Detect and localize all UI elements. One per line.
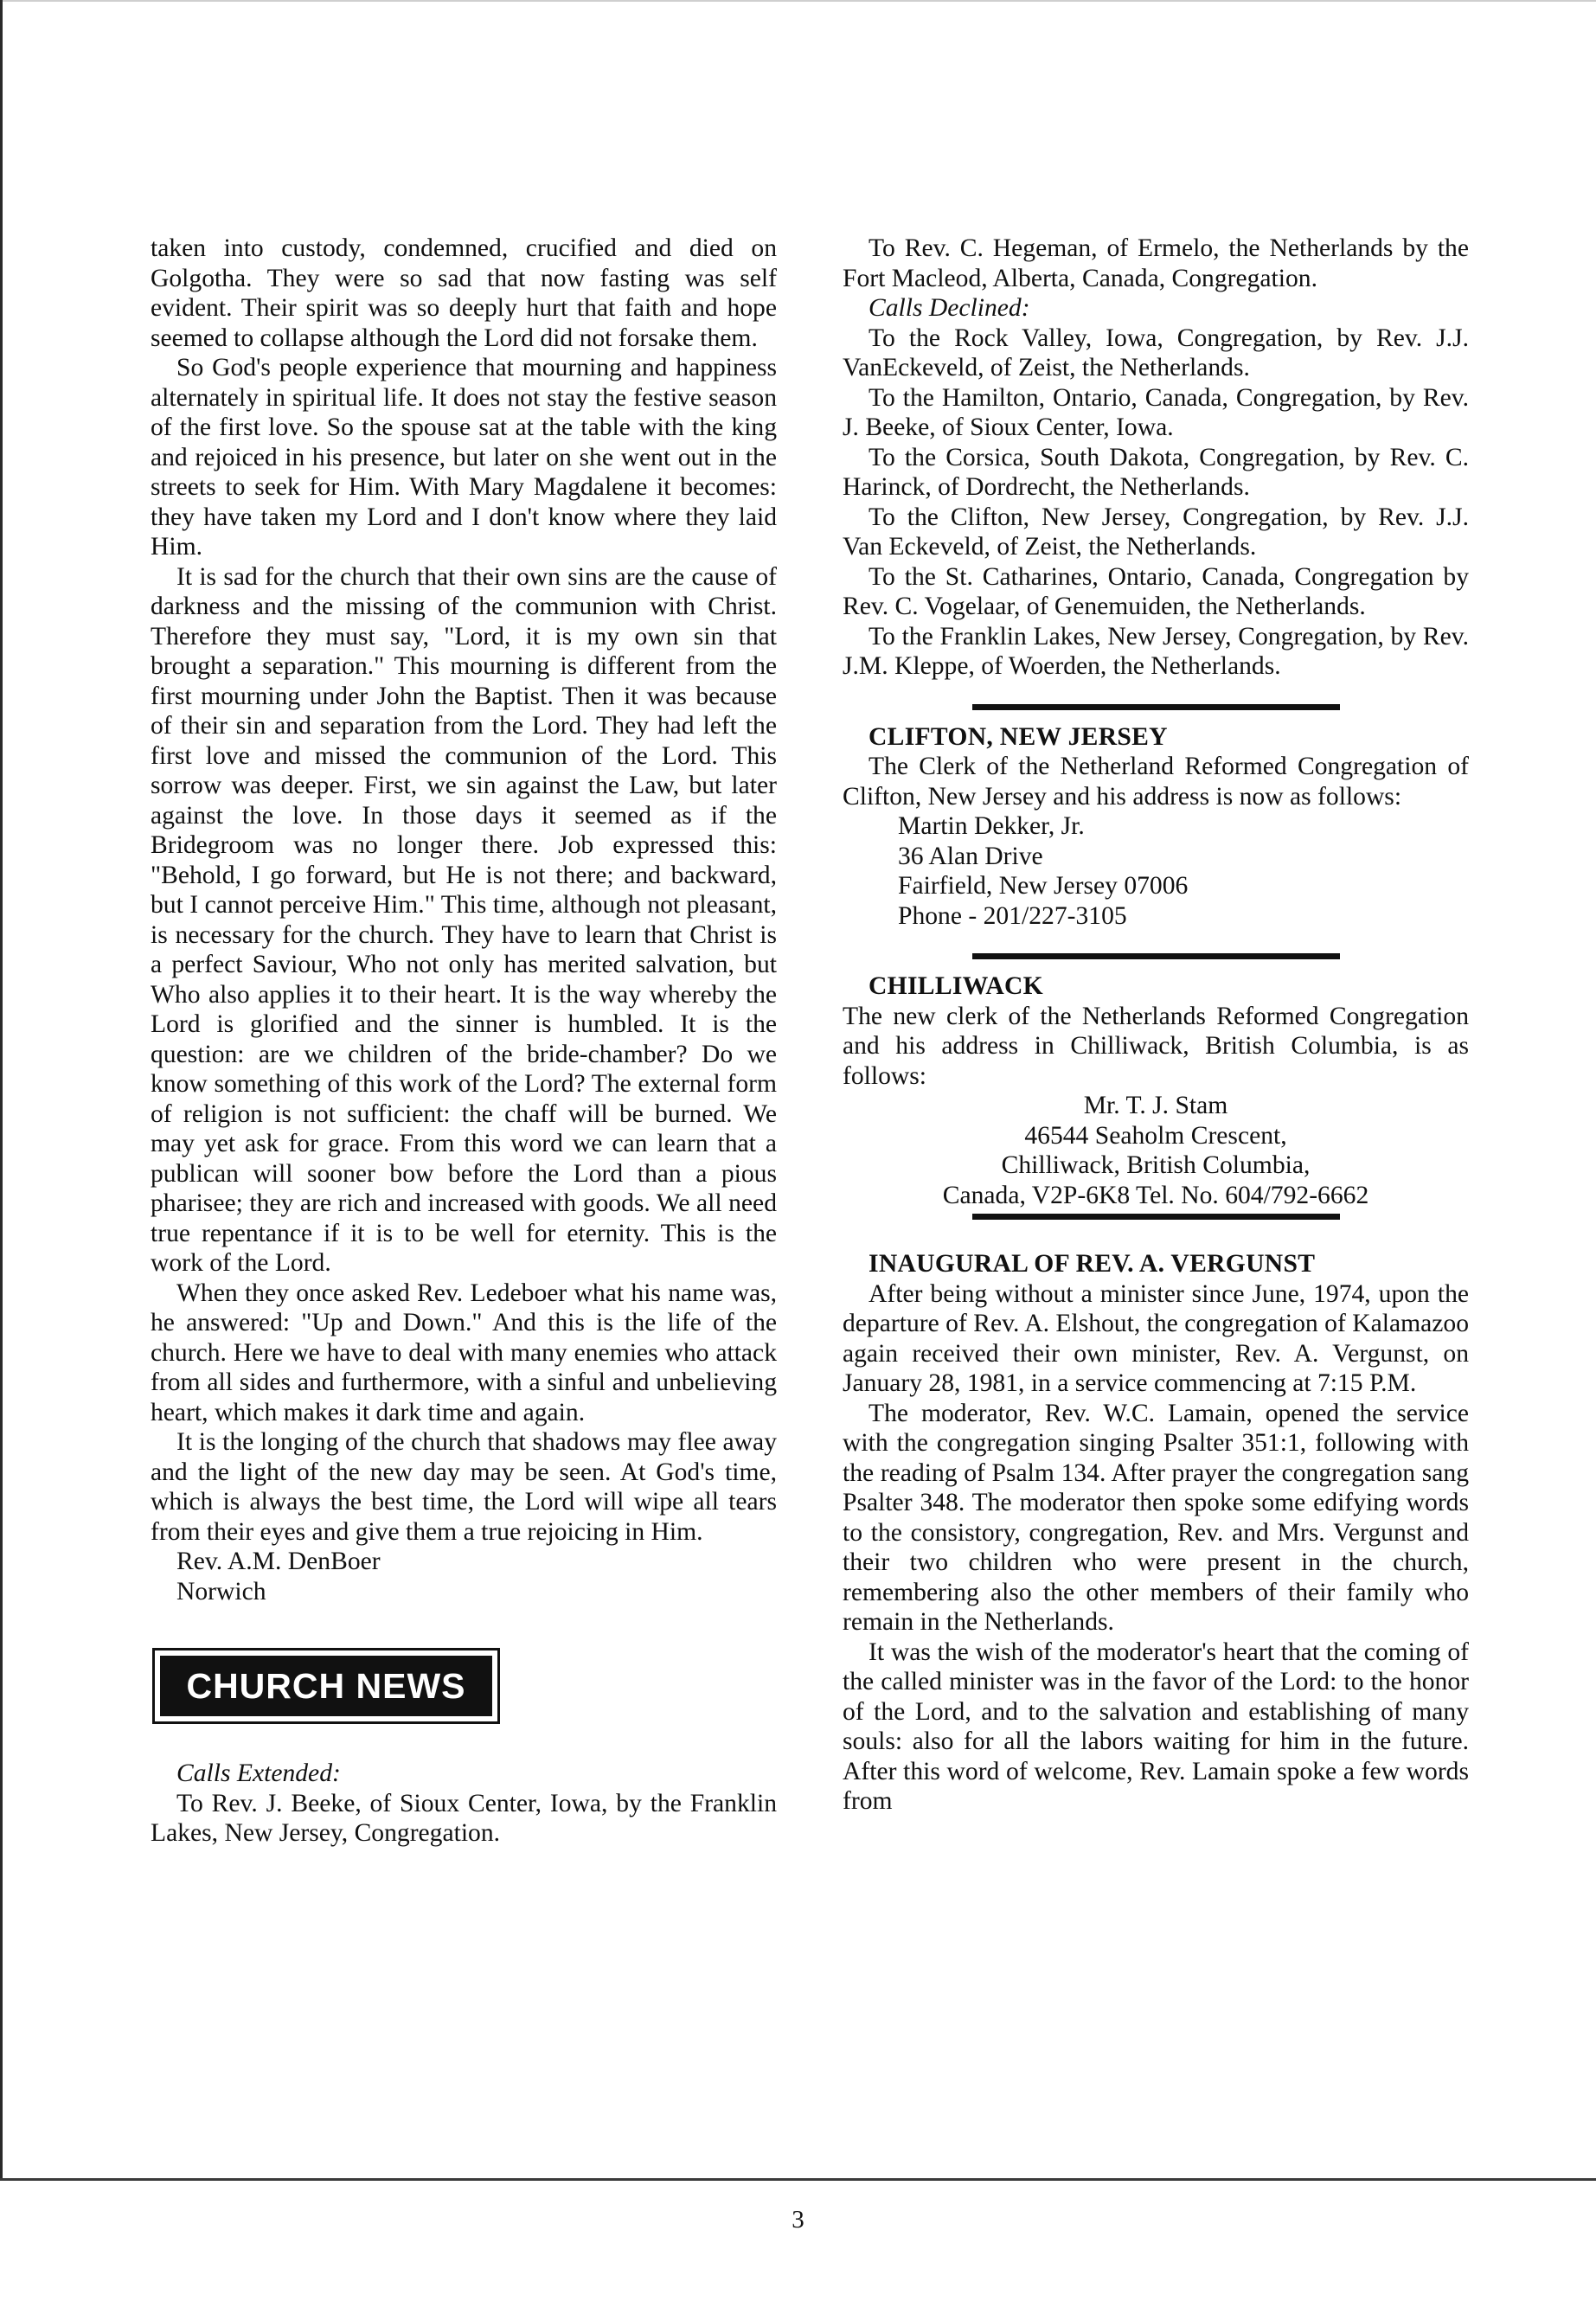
chilliwack-title: CHILLIWACK: [869, 972, 1043, 1000]
paragraph: It is the longing of the church that shadows may flee away and the light of the new day may be seen. At God's time, which is always the best time, the Lord will wipe all tears from their eyes and give them a true rejoicing in Him.: [151, 1428, 777, 1546]
right-column: [843, 234, 1469, 1817]
calls-declined-item: To the Clifton, New Jersey, Congregation, by Rev. J.J. Van Eckeveld, of Zeist, the Netherlands.: [843, 503, 1469, 561]
signature-place: Norwich: [176, 1577, 266, 1606]
calls-extended-item: To Rev. J. Beeke, of Sioux Center, Iowa, by the Franklin Lakes, New Jersey, Congregation.: [151, 1789, 777, 1847]
paragraph: After being without a minister since June, 1974, upon the departure of Rev. A. Elshout, the congregation of Kalamazoo again received their own minister, Rev. A. Vergunst, on January 28, 1981, in a service commencing at 7:15 P.M.: [843, 1279, 1469, 1397]
clifton-text: The Clerk of the Netherland Reformed Congregation of Clifton, New Jersey and his address is now as follows:: [843, 753, 1469, 811]
clifton-title: CLIFTON, NEW JERSEY: [869, 722, 1168, 751]
clifton-address: [898, 811, 1469, 931]
calls-declined-item: To the Hamilton, Ontario, Canada, Congregation, by Rev. J. Beeke, of Sioux Center, Iowa.: [843, 383, 1469, 441]
signature-name: Rev. A.M. DenBoer: [176, 1548, 381, 1575]
calls-declined-item: To the Corsica, South Dakota, Congregation, by Rev. C. Harinck, of Dordrecht, the Netherlands.: [843, 443, 1469, 501]
address-line: Martin Dekker, Jr.: [898, 812, 1085, 840]
left-column: [151, 234, 777, 1849]
section-divider: [972, 704, 1340, 710]
calls-declined-item: To the Franklin Lakes, New Jersey, Congregation, by Rev. J.M. Kleppe, of Woerden, the Netherlands.: [843, 622, 1469, 680]
paragraph: The moderator, Rev. W.C. Lamain, opened the service with the congregation singing Psalter 351:1, following with the reading of Psalm 134. After prayer the congregation sang Psalter 348. The moderator then spoke some edifying words to the consistory, congregation, Rev. and Mrs. Vergunst and their two children who were present in the church, remembering also the other members of their family who remain in the Netherlands.: [843, 1399, 1469, 1636]
paragraph: taken into custody, condemned, crucified and died on Golgotha. They were so sad that now fasting was self evident. Their spirit was so deeply hurt that faith and hope seemed to collapse although the Lord did not forsake them.: [151, 234, 777, 352]
chilliwack-text: The new clerk of the Netherlands Reformed Congregation and his address in Chilliwack, British Columbia, is as follows:: [843, 1002, 1469, 1090]
page-number: 3: [792, 2206, 804, 2234]
paragraph: When they once asked Rev. Ledeboer what his name was, he answered: "Up and Down." And this is the life of the church. Here we have to deal with many enemies who attack from all sides and furthermore, with a sinful and unbelieving heart, which makes it dark time and again.: [151, 1279, 777, 1426]
paragraph: It is sad for the church that their own sins are the cause of darkness and the missing of the communion with Christ. Therefore they must say, "Lord, it is my own sin that brought a separation." This mourning is different from the first mourning under John the Baptist. Then it was because of their sin and separation from the Lord. They had left the first love and missed the communion of the Lord. This sorrow was deeper. First, we sin against the Law, but later against the love. In those days it seemed as if the Bridegroom was no longer there. Job expressed this: "Behold, I go forward, but He is not there; and backward, but I cannot perceive Him." This time, although not pleasant, is necessary for the church. They have to learn that Christ is a perfect Saviour, Who not only has merited salvation, but Who also applies it to their heart. It is the way whereby the Lord is glorified and the sinner is humbled. It is the question: are we children of the bride-chamber? Do we know something of this work of the Lord? The external form of religion is not sufficient: the chaff will be burned. We may yet ask for grace. From this word we can learn that a publican will sooner bow before the Lord than a pious pharisee; they are rich and increased with goods. We all need true repentance if it is to be well for eternity. This is the work of the Lord.: [151, 562, 777, 1277]
address-line: Chilliwack, British Columbia,: [1001, 1151, 1311, 1179]
scan-edge-left: [0, 0, 3, 2180]
calls-extended-heading: Calls Extended:: [176, 1759, 341, 1787]
address-line: 36 Alan Drive: [898, 842, 1043, 870]
address-line: 46544 Seaholm Crescent,: [1024, 1121, 1287, 1150]
calls-declined-item: To the Rock Valley, Iowa, Congregation, by Rev. J.J. VanEckeveld, of Zeist, the Netherlands.: [843, 324, 1469, 381]
paragraph: It was the wish of the moderator's heart that the coming of the called minister was in the favor of the Lord: to the honor of the Lord, and to the salvation and establishing of many souls: also for all the labors waiting for him in the future. After this word of welcome, Rev. Lamain spoke a few words from: [843, 1638, 1469, 1815]
address-line: Mr. T. J. Stam: [1083, 1092, 1228, 1119]
paragraph: So God's people experience that mourning and happiness alternately in spiritual life. It does not stay the festive season of the first love. So the spouse sat at the table with the king and rejoiced in his presence, but later on she went out in the streets to seek for Him. With Mary Magdalene it becomes: they have taken my Lord and I don't know where they laid Him.: [151, 354, 777, 561]
section-divider: [972, 953, 1340, 959]
address-line: Fairfield, New Jersey 07006: [898, 872, 1189, 900]
section-divider: [972, 1214, 1340, 1220]
church-news-label: CHURCH NEWS: [160, 1656, 492, 1716]
inaugural-title: INAUGURAL OF REV. A. VERGUNST: [869, 1250, 1316, 1278]
calls-declined-heading: Calls Declined:: [869, 294, 1030, 322]
chilliwack-address: [843, 1091, 1469, 1210]
address-line: Canada, V2P-6K8 Tel. No. 604/792-6662: [942, 1181, 1369, 1209]
calls-declined-item: To the St. Catharines, Ontario, Canada, Congregation by Rev. C. Vogelaar, of Genemuiden, the Netherlands.: [843, 562, 1469, 620]
address-line: Phone - 201/227-3105: [898, 901, 1127, 930]
calls-extended-item: To Rev. C. Hegeman, of Ermelo, the Netherlands by the Fort Macleod, Alberta, Canada, Congregation.: [843, 234, 1469, 292]
scan-edge-top: [0, 0, 1596, 2]
church-news-banner: [152, 1648, 500, 1724]
scan-edge-bottom: [0, 2178, 1596, 2181]
